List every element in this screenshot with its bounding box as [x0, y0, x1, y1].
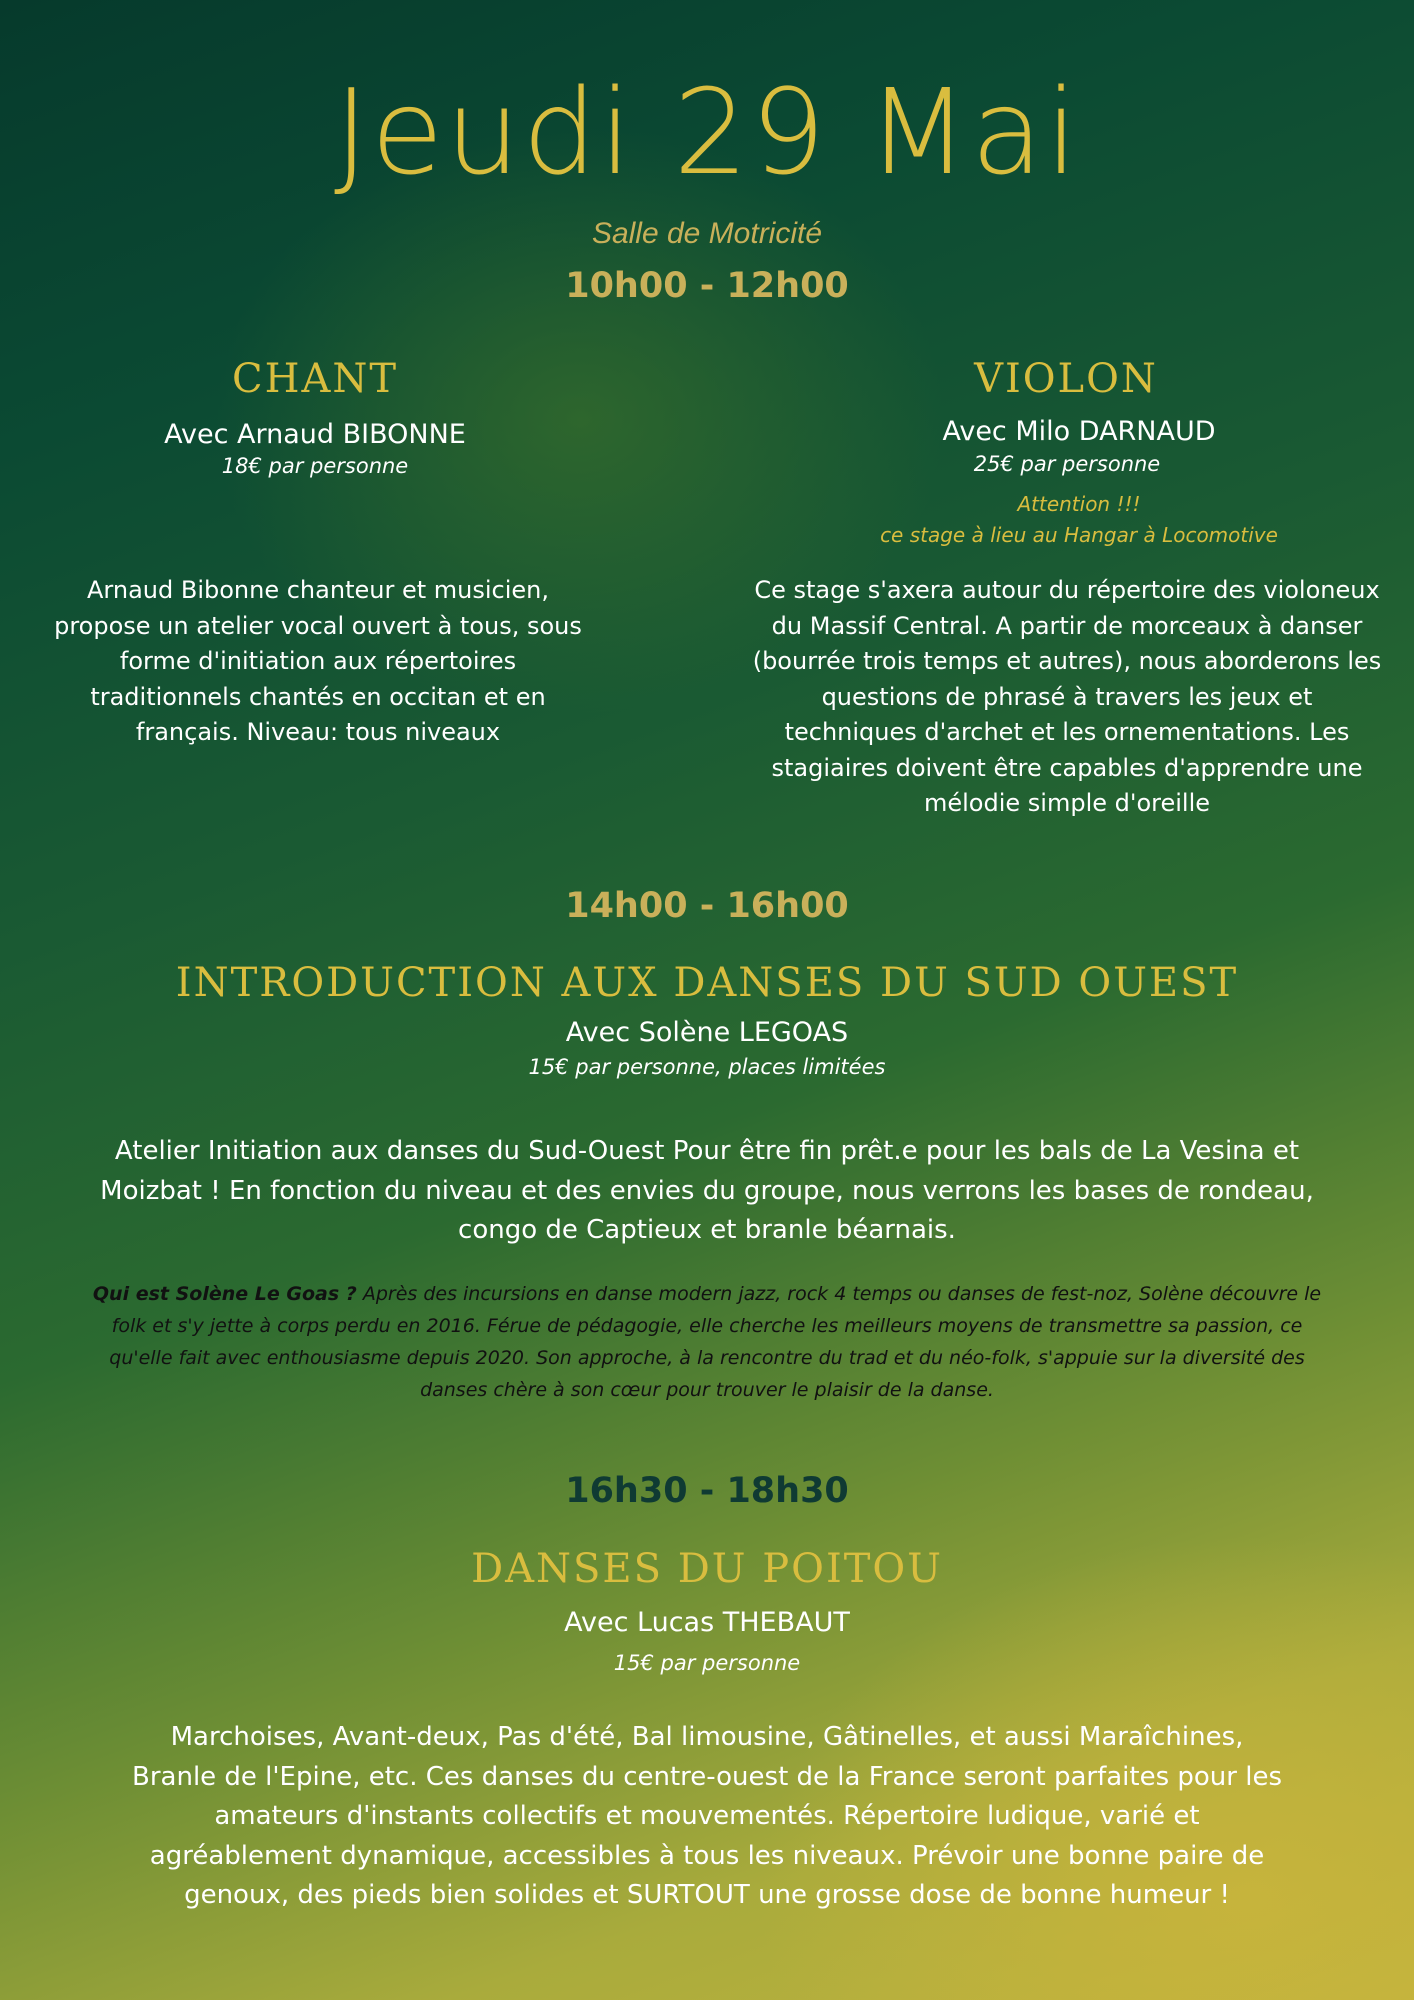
- evening-title: DANSES DU POITOU: [471, 1546, 943, 1592]
- morning-time: 10h00 - 12h00: [565, 266, 849, 306]
- venue-label: Salle de Motricité: [591, 217, 823, 250]
- evening-teacher: Avec Lucas THEBAUT: [564, 1607, 850, 1638]
- chant-description: Arnaud Bibonne chanteur et musicien, propose un atelier vocal ouvert à tous, sous forme d'initiation aux répertoires traditionnels chantés en occitan et en français. Niveau: tous niveaux: [54, 576, 582, 746]
- afternoon-price: 15€ par personne, places limitées: [528, 1055, 886, 1079]
- evening-price: 15€ par personne: [613, 1651, 801, 1675]
- violon-attention: Attention !!!: [1017, 492, 1141, 516]
- chant-price: 18€ par personne: [221, 454, 409, 478]
- violon-teacher: Avec Milo DARNAUD: [942, 416, 1216, 447]
- afternoon-time: 14h00 - 16h00: [565, 886, 849, 926]
- bio-text: Après des incursions en danse modern jazz, rock 4 temps ou danses de fest-noz, Solène découvre le folk et s'y jette à corps perdu en 2016. Férue de pédagogie, elle cherche les meilleurs moyens de transmettre sa passion, ce qu'elle fait avec enthousiasme depuis 2020. Son approche, à la rencontre du trad et du néo-folk, s'appuie sur la diversité des danses chère à son cœur pour trouver le plaisir de la danse.: [109, 1283, 1322, 1401]
- page-title: Jeudi 29 Mai: [334, 63, 1080, 201]
- evening-time: 16h30 - 18h30: [565, 1471, 849, 1511]
- afternoon-title: INTRODUCTION AUX DANSES DU SUD OUEST: [175, 960, 1239, 1006]
- teacher-bio: [78, 1278, 1336, 1406]
- evening-description: Marchoises, Avant-deux, Pas d'été, Bal limousine, Gâtinelles, et aussi Maraîchines, Branle de l'Epine, etc. Ces danses du centre-ouest de la France seront parfaites pour les amateurs d'instants collectifs et mouvementés. Répertoire ludique, varié et agréablement dynamique, accessibles à tous les niveaux. Prévoir une bonne paire de genoux, des pieds bien solides et SURTOUT une grosse dose de bonne humeur !: [132, 1722, 1282, 1910]
- violon-title: VIOLON: [974, 356, 1158, 402]
- violon-location-note: ce stage à lieu au Hangar à Locomotive: [880, 523, 1278, 547]
- chant-title: CHANT: [231, 356, 399, 402]
- chant-teacher: Avec Arnaud BIBONNE: [164, 419, 466, 450]
- bio-heading: Qui est Solène Le Goas ?: [92, 1283, 357, 1305]
- afternoon-description: Atelier Initiation aux danses du Sud-Ouest Pour être fin prêt.e pour les bals de La Vesina et Moizbat ! En fonction du niveau et des envies du groupe, nous verrons les bases de rondeau, congo de Captieux et branle béarnais.: [100, 1136, 1314, 1245]
- afternoon-teacher: Avec Solène LEGOAS: [565, 1017, 849, 1048]
- violon-price: 25€ par personne: [973, 452, 1161, 476]
- violon-description: Ce stage s'axera autour du répertoire des violoneux du Massif Central. A partir de morceaux à danser (bourrée trois temps et autres), nous aborderons les questions de phrasé à travers les jeux et techniques d'archet et les ornementations. Les stagiaires doivent être capables d'apprendre une mélodie simple d'oreille: [752, 576, 1382, 817]
